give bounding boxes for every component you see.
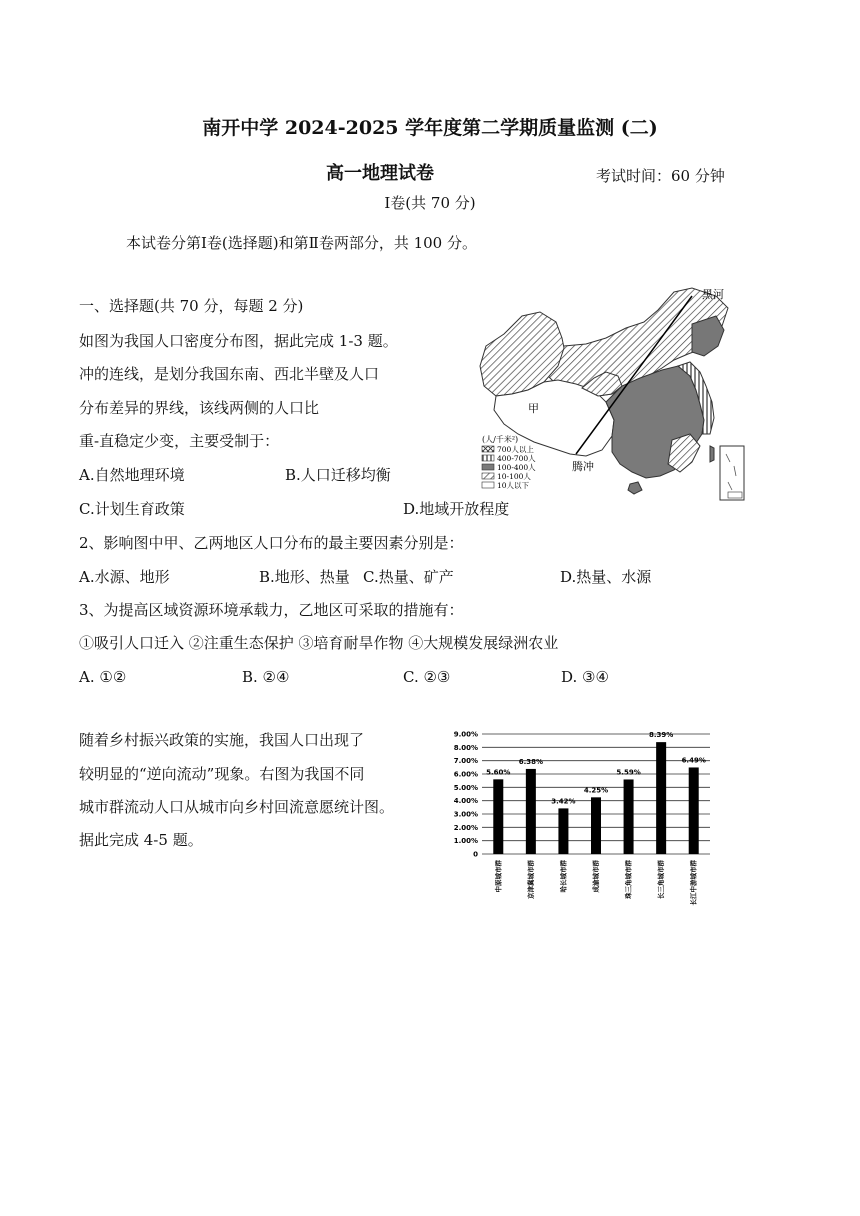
- population-density-map: [478, 286, 746, 504]
- legend-title: (人/千米²): [482, 435, 519, 444]
- map-region-taiwan: [710, 446, 714, 462]
- chart-x-tick-label: 长三角城市群: [657, 860, 666, 899]
- chart-x-ticks: [493, 860, 697, 906]
- option-d[interactable]: D. ③④: [561, 668, 609, 686]
- chart-y-tick-label: 7.00%: [453, 757, 478, 766]
- chart-y-ticks: [454, 731, 478, 859]
- exam-subtitle: 高一地理试卷: [326, 163, 434, 184]
- chart-y-tick-label: 5.00%: [453, 783, 478, 792]
- chart-y-tick-label: 8.00%: [453, 743, 478, 752]
- chart-y-tick-label: 3.00%: [453, 810, 478, 819]
- chart-bar: [591, 797, 601, 854]
- option-d[interactable]: D.地域开放程度: [403, 500, 510, 518]
- chart-y-tick-label: 1.00%: [453, 837, 478, 846]
- chart-bar: [624, 779, 634, 854]
- chart-data-label: 8.39%: [648, 731, 674, 740]
- question-stem-line: 冲的连线，是划分我国东南、西北半壁及人口: [79, 365, 380, 383]
- chart-data-labels: [486, 731, 706, 805]
- chart-x-tick-label: 珠三角城市群: [624, 860, 633, 899]
- question-3-measures: ①吸引人口迁入 ②注重生态保护 ③培育耐旱作物 ④大规模发展绿洲农业: [79, 634, 559, 652]
- return-intention-bar-chart: [448, 722, 718, 922]
- legend-item: 10人以下: [497, 481, 530, 490]
- option-b[interactable]: B.人口迁移均衡: [285, 466, 391, 484]
- part-one-heading: Ⅰ卷(共 70 分): [384, 194, 476, 212]
- question-3-stem: 3、为提高区域资源环境承载力，乙地区可采取的措施有：: [79, 601, 464, 619]
- legend-item: 700人以上: [497, 445, 534, 454]
- chart-data-label: 4.25%: [583, 786, 609, 795]
- chart-data-label: 6.38%: [518, 757, 544, 766]
- question-stem-line: 分布差异的界线，该线两侧的人口比: [79, 399, 320, 417]
- option-c[interactable]: C.计划生育政策: [79, 500, 185, 518]
- chart-data-label: 5.60%: [486, 768, 511, 777]
- chart-x-tick-label: 哈长城市群: [559, 860, 568, 893]
- map-label-heihe: 黑河: [702, 288, 724, 301]
- passage-line: 城市群流动人口从城市向乡村回流意愿统计图。: [79, 798, 395, 816]
- question-stem-line: 如图为我国人口密度分布图，据此完成 1-3 题。: [79, 332, 398, 350]
- legend-item: 100-400人: [497, 463, 536, 472]
- exam-time: 考试时间：60 分钟: [596, 167, 725, 185]
- passage-line: 较明显的“逆向流动”现象。右图为我国不同: [79, 765, 365, 783]
- option-c[interactable]: C.热量、矿产: [363, 568, 454, 586]
- chart-x-tick-label: 京津冀城市群: [526, 860, 535, 899]
- option-a[interactable]: A. ①②: [79, 668, 127, 686]
- question-2-stem: 2、影响图中甲、乙两地区人口分布的最主要因素分别是：: [79, 534, 464, 552]
- map-region-hainan: [628, 482, 642, 494]
- chart-bar: [526, 769, 536, 854]
- chart-bar: [656, 742, 666, 854]
- option-b[interactable]: B.地形、热量: [259, 568, 350, 586]
- map-label-jia: 甲: [528, 402, 539, 415]
- map-label-tengchong: 腾冲: [572, 460, 594, 473]
- option-d[interactable]: D.热量、水源: [560, 568, 652, 586]
- legend-item: 10-100人: [497, 472, 531, 481]
- chart-x-tick-label: 中原城市群: [494, 860, 503, 893]
- chart-data-label: 3.42%: [551, 797, 576, 806]
- chart-x-tick-label: 长江中游城市群: [689, 860, 698, 906]
- map-region-northeast-dense: [692, 316, 724, 356]
- chart-y-tick-label: 9.00%: [453, 730, 478, 739]
- option-c[interactable]: C. ②③: [403, 668, 451, 686]
- map-legend: [482, 434, 536, 490]
- passage-line: 随着乡村振兴政策的实施，我国人口出现了: [79, 731, 365, 749]
- chart-y-tick-label: 2.00%: [453, 823, 478, 832]
- section-heading: 一、选择题(共 70 分，每题 2 分): [79, 297, 304, 315]
- chart-data-label: 5.59%: [616, 768, 641, 777]
- chart-bar: [558, 808, 568, 854]
- option-a[interactable]: A.自然地理环境: [79, 466, 185, 484]
- passage-line: 据此完成 4-5 题。: [79, 831, 203, 849]
- chart-x-tick-label: 成渝城市群: [592, 860, 600, 893]
- chart-y-tick-label: 4.00%: [453, 797, 478, 806]
- question-stem-line: 重-直稳定少变，主要受制于：: [79, 432, 280, 450]
- exam-title: 南开中学 2024-2025 学年度第二学期质量监测 (二): [202, 117, 658, 139]
- chart-y-tick-label: 6.00%: [453, 770, 478, 779]
- chart-bar: [689, 767, 699, 854]
- chart-y-tick-label: 0: [473, 850, 478, 859]
- legend-item: 400-700人: [497, 454, 536, 463]
- chart-data-label: 6.49%: [681, 756, 706, 765]
- map-region-southeast: [668, 434, 700, 472]
- exam-intro: 本试卷分第Ⅰ卷(选择题)和第Ⅱ卷两部分，共 100 分。: [126, 234, 477, 252]
- chart-bar: [493, 779, 503, 854]
- option-a[interactable]: A.水源、地形: [79, 568, 170, 586]
- option-b[interactable]: B. ②④: [242, 668, 290, 686]
